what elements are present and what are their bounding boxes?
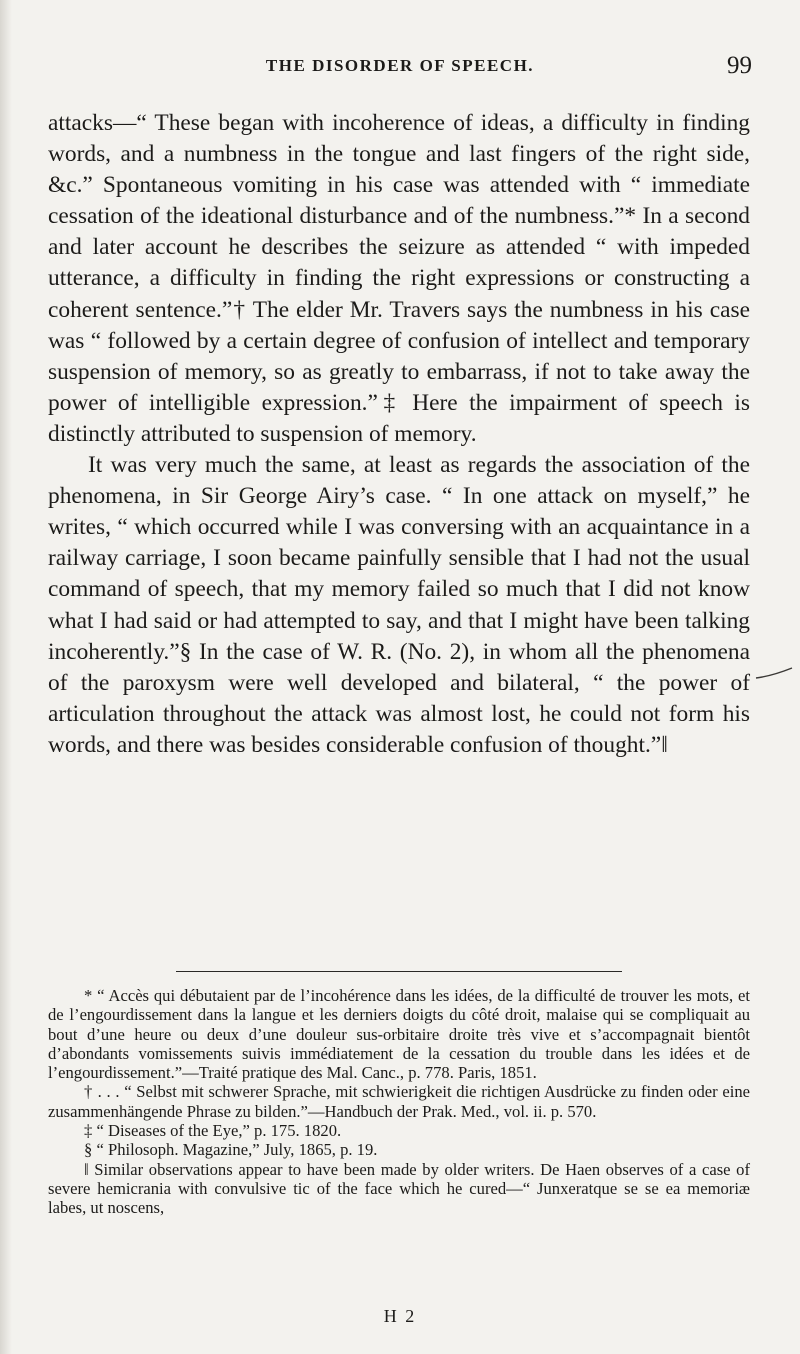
pencil-mark [754, 664, 794, 684]
footnote: ‖ Similar observations appear to have been made by older writers. De Haen observes of a case of severe hemicrania with convulsive tic of the face which he cured—“ Junxeratque se se ea memoriæ labes, ut noscens, [48, 1159, 750, 1218]
page-edge-shadow [0, 0, 12, 1354]
footnote-rule [176, 971, 622, 972]
footnote: * “ Accès qui débutaient par de l’incohérence dans les idées, de la difficulté de trouver les mots, et de l’engourdissement dans la langue et les derniers doigts du côté droit, malaise qui se compliquait au bout d’une heure ou deux d’une douleur sus-orbitaire droite très vive et s’accompagnait bientôt d’abondants vomissements suivis immédiatement de la cessation du trouble dans les idées et de l’engourdissement.”—Traité pratique des Mal. Canc., p. 778. Paris, 1851. [48, 986, 750, 1083]
footnote: ‡ “ Diseases of the Eye,” p. 175. 1820. [84, 1121, 342, 1141]
main-text [48, 108, 750, 761]
footnote: § “ Philosoph. Magazine,” July, 1865, p. 19. [84, 1140, 378, 1160]
page-header [48, 52, 752, 88]
running-head: THE DISORDER OF SPEECH. [265, 56, 535, 75]
paragraph: It was very much the same, at least as regards the association of the phenomena, in Sir George Airy’s case. “ In one attack on myself,” he writes, “ which occurred while I was conversing with an acquaintance in a railway carriage, I soon became painfully sensible that I had not the usual command of speech, that my memory failed so much that I did not know what I had said or had attempted to say, and that I might have been talking incoherently.”§ In the case of W. R. (No. 2), in whom all the phenomena of the paroxysm were well developed and bilateral, “ the power of articulation throughout the attack was almost lost, he could not form his words, and there was besides considerable confusion of thought.”‖ [48, 452, 750, 758]
paragraph: attacks—“ These began with incoherence of ideas, a difficulty in finding words, and a numbness in the tongue and last fingers of the right side, &c.” Spontaneous vomiting in his case was attended with “ immediate cessation of the ideational disturbance and of the numbness.”* In a second and later account he describes the seizure as attended “ with impeded utterance, a difficulty in finding the right expressions or constructing a coherent sentence.”† The elder Mr. Travers says the numbness in his case was “ followed by a certain degree of confusion of intellect and temporary suspension of memory, so as greatly to embarrass, if not to take away the power of intelligible expression.”‡ Here the impairment of speech is distinctly attributed to suspension of memory. [48, 110, 750, 447]
footnotes [48, 986, 750, 1218]
signature-mark: H 2 [383, 1306, 417, 1326]
page-number: 99 [727, 52, 752, 79]
footnote: † . . . “ Selbst mit schwerer Sprache, mit schwierigkeit die richtigen Ausdrücke zu finden oder eine zusammenhängende Phrase zu bilden.”—Handbuch der Prak. Med., vol. ii. p. 570. [48, 1082, 750, 1121]
